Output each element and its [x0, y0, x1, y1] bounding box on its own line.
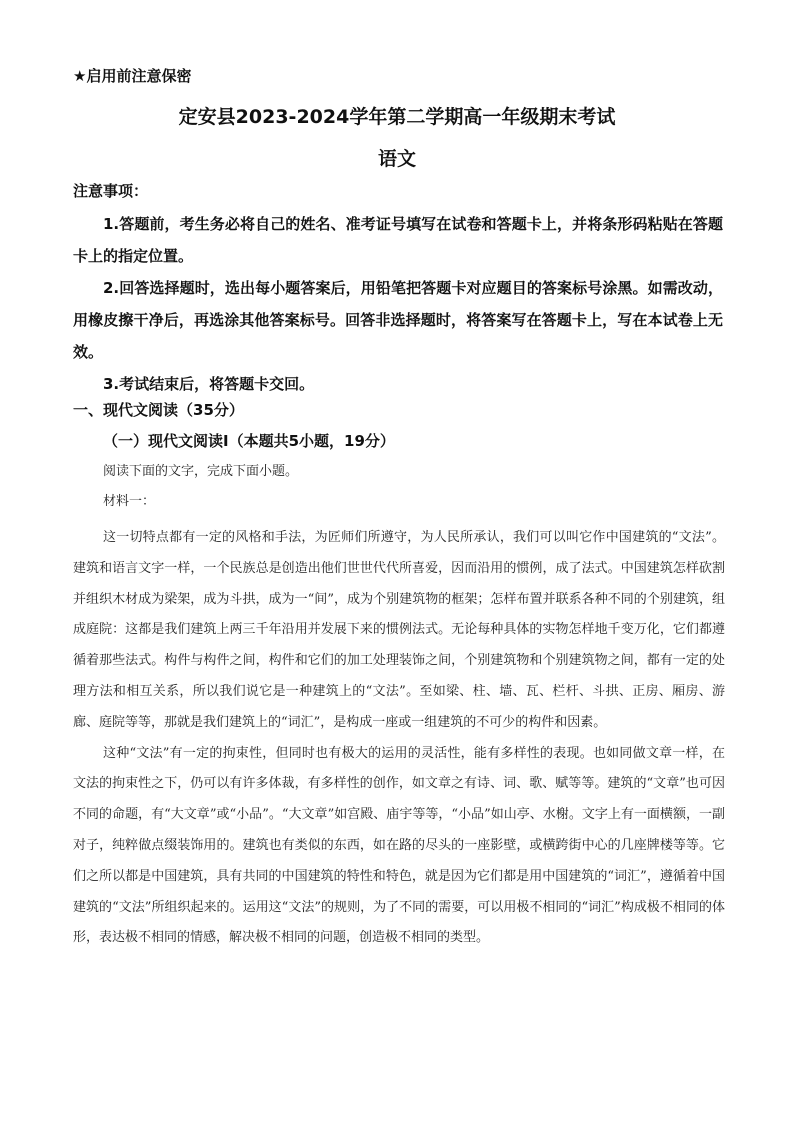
notice-list: [73, 208, 723, 400]
exam-title: 定安县2023-2024学年第二学期高一年级期末考试: [178, 106, 616, 128]
notice-item-1: 1.答题前，考生务必将自己的姓名、准考证号填写在试卷和答题卡上，并将条形码粘贴在答题卡上的指定位置。: [73, 215, 723, 265]
confidential-mark: ★启用前注意保密: [73, 67, 192, 85]
subsection-heading: （一）现代文阅读Ⅰ（本题共5小题，19分）: [103, 432, 395, 450]
notice-item-3: 3.考试结束后，将答题卡交回。: [103, 375, 315, 393]
material-paragraph-2: 这种“文法”有一定的拘束性，但同时也有极大的运用的灵活性，能有多样性的表现。也如同做文章一样，在文法的拘束性之下，仍可以有许多体裁，有多样性的创作，如文章之有诗、词、歌、赋等等。建筑的“文章”也可因不同的命题，有“大文章”或“小品”。“大文章”如宫殿、庙宇等等，“小品”如山亭、水榭。文字上有一面横额，一副对子，纯粹做点缀装饰用的。建筑也有类似的东西，如在路的尽头的一座影壁，或横跨街中心的几座牌楼等等。它们之所以都是中国建筑，具有共同的中国建筑的特性和特色，就是因为它们都是用中国建筑的“词汇”，遵循着中国建筑的“文法”所组织起来的。运用这“文法”的规则，为了不同的需要，可以用极不相同的“词汇”构成极不相同的体形，表达极不相同的情感，解决极不相同的问题，创造极不相同的类型。: [73, 745, 725, 946]
reading-instruction: 阅读下面的文字，完成下面小题。: [103, 464, 299, 479]
material-text: [73, 523, 725, 954]
notice-heading: 注意事项：: [73, 182, 149, 200]
material-label: 材料一：: [103, 494, 156, 509]
material-paragraph-1: 这一切特点都有一定的风格和手法，为匠师们所遵守，为人民所承认，我们可以叫它作中国建筑的“文法”。建筑和语言文字一样，一个民族总是创造出他们世世代代所喜爱，因而沿用的惯例，成了法式。中国建筑怎样砍割并组织木材成为梁架，成为斗拱，成为一“间”，成为个别建筑物的框架；怎样布置并联系各种不同的个别建筑，组成庭院：这都是我们建筑上两三千年沿用并发展下来的惯例法式。无论每种具体的实物怎样地千变万化，它们都遵循着那些法式。构件与构件之间，构件和它们的加工处理装饰之间，个别建筑物和个别建筑物之间，都有一定的处理方法和相互关系，所以我们说它是一种建筑上的“文法”。至如梁、柱、墙、瓦、栏杆、斗拱、正房、厢房、游廊、庭院等等，那就是我们建筑上的“词汇”，是构成一座或一组建筑的不可少的构件和因素。: [73, 530, 725, 730]
notice-item-2: 2.回答选择题时，选出每小题答案后，用铅笔把答题卡对应题目的答案标号涂黑。如需改动，用橡皮擦干净后，再选涂其他答案标号。回答非选择题时，将答案写在答题卡上，写在本试卷上无效。: [73, 279, 723, 361]
subject-title: 语文: [377, 148, 416, 170]
section-heading: 一、现代文阅读（35分）: [73, 401, 244, 419]
